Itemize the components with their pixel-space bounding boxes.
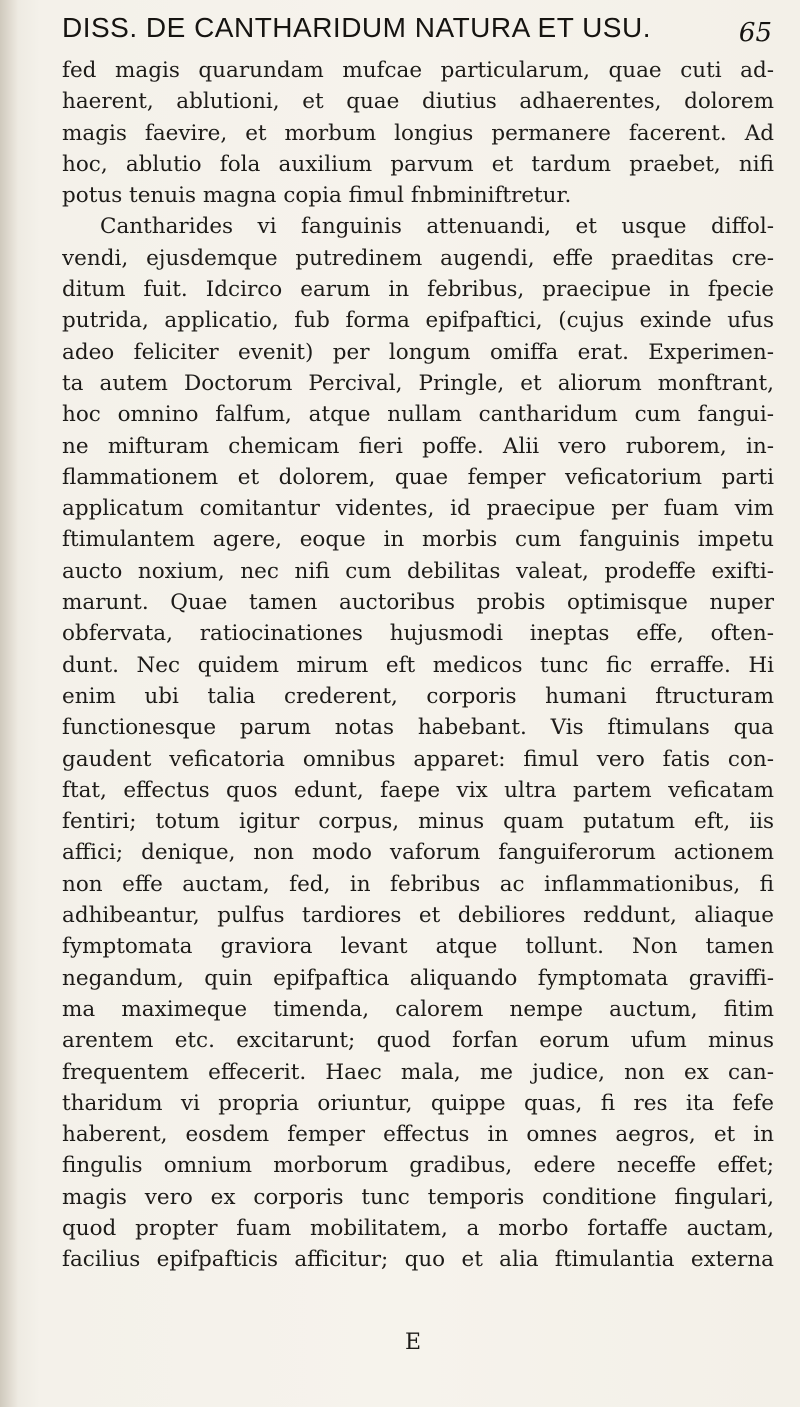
text-line: hoc, ablutio fola auxilium parvum et tardum praebet, nifi	[62, 151, 774, 177]
text-line: ditum fuit. Idcirco earum in febribus, praecipue in fpecie	[62, 277, 774, 303]
text-line: Cantharides vi fanguinis attenuandi, et usque diffol-	[100, 214, 774, 240]
text-line: gaudent veficatoria omnibus apparet: fimul vero fatis con-	[62, 746, 774, 772]
text-line: quod propter fuam mobilitatem, a morbo fortaffe auctam,	[62, 1215, 774, 1241]
text-line: flammationem et dolorem, quae femper veficatorium parti	[62, 464, 774, 490]
text-line: potus tenuis magna copia fimul fnbminiftretur.	[62, 183, 572, 209]
body-text	[62, 55, 774, 1276]
page-number: 65	[738, 18, 772, 48]
running-head: DISS. DE CANTHARIDUM NATURA ET USU.	[62, 12, 651, 43]
text-line: ne mifturam chemicam fieri poffe. Alii vero ruborem, in-	[62, 433, 774, 459]
text-line: vendi, ejusdemque putredinem augendi, effe praeditas cre-	[62, 245, 774, 271]
text-line: frequentem effecerit. Haec mala, me judice, non ex can-	[62, 1059, 774, 1085]
text-line: obfervata, ratiocinationes hujusmodi ineptas effe, often-	[62, 621, 774, 647]
text-line: ta autem Doctorum Percival, Pringle, et aliorum monftrant,	[62, 370, 774, 396]
text-line: fed magis quarundam mufcae particularum, quae cuti ad-	[62, 58, 774, 83]
text-line: haerent, ablutioni, et quae diutius adhaerentes, dolorem	[62, 89, 774, 115]
text-line: dunt. Nec quidem mirum eft medicos tunc fic erraffe. Hi	[62, 652, 774, 678]
page-header	[62, 10, 772, 50]
text-line: haberent, eosdem femper effectus in omnes aegros, et in	[62, 1122, 774, 1148]
text-line: marunt. Quae tamen auctoribus probis optimisque nuper	[62, 590, 774, 616]
text-line: applicatum comitantur videntes, id praecipue per fuam vim	[62, 496, 774, 522]
text-line: facilius epifpafticis afficitur; quo et alia ftimulantia externa	[62, 1247, 774, 1273]
text-line: fingulis omnium morborum gradibus, edere neceffe effet;	[62, 1153, 774, 1179]
text-line: magis vero ex corporis tunc temporis conditione fingulari,	[62, 1184, 774, 1210]
text-line: fymptomata graviora levant atque tollunt. Non tamen	[62, 934, 774, 960]
text-line: ma maximeque timenda, calorem nempe auctum, fitim	[62, 996, 774, 1022]
text-line: functionesque parum notas habebant. Vis ftimulans qua	[62, 715, 774, 741]
text-line: non effe auctam, fed, in febribus ac inflammationibus, fi	[62, 871, 774, 897]
text-line: negandum, quin epifpaftica aliquando fymptomata graviffi-	[62, 965, 774, 991]
text-line: adeo feliciter evenit) per longum omiffa erat. Experimen-	[62, 339, 774, 365]
text-line: hoc omnino falfum, atque nullam cantharidum cum fangui-	[62, 402, 774, 428]
text-line: fentiri; totum igitur corpus, minus quam putatum eft, iis	[62, 809, 774, 835]
page-binding-shadow	[0, 0, 18, 1407]
signature-mark: E	[405, 1330, 422, 1355]
text-line: putrida, applicatio, fub forma epifpaftici, (cujus exinde ufus	[62, 308, 774, 334]
text-line: aucto noxium, nec nifi cum debilitas valeat, prodeffe exifti-	[62, 558, 774, 584]
text-line: ftat, effectus quos edunt, faepe vix ultra partem veficatam	[62, 777, 774, 803]
text-line: magis faevire, et morbum longius permanere facerent. Ad	[62, 120, 774, 146]
text-line: affici; denique, non modo vaforum fanguiferorum actionem	[62, 840, 774, 866]
text-line: adhibeantur, pulfus tardiores et debiliores reddunt, aliaque	[62, 903, 774, 929]
text-line: arentem etc. excitarunt; quod forfan eorum ufum minus	[62, 1028, 774, 1054]
text-line: tharidum vi propria oriuntur, quippe quas, fi res ita fefe	[62, 1090, 774, 1116]
text-line: enim ubi talia crederent, corporis humani ftructuram	[62, 683, 774, 709]
text-line: ftimulantem agere, eoque in morbis cum fanguinis impetu	[62, 527, 774, 553]
